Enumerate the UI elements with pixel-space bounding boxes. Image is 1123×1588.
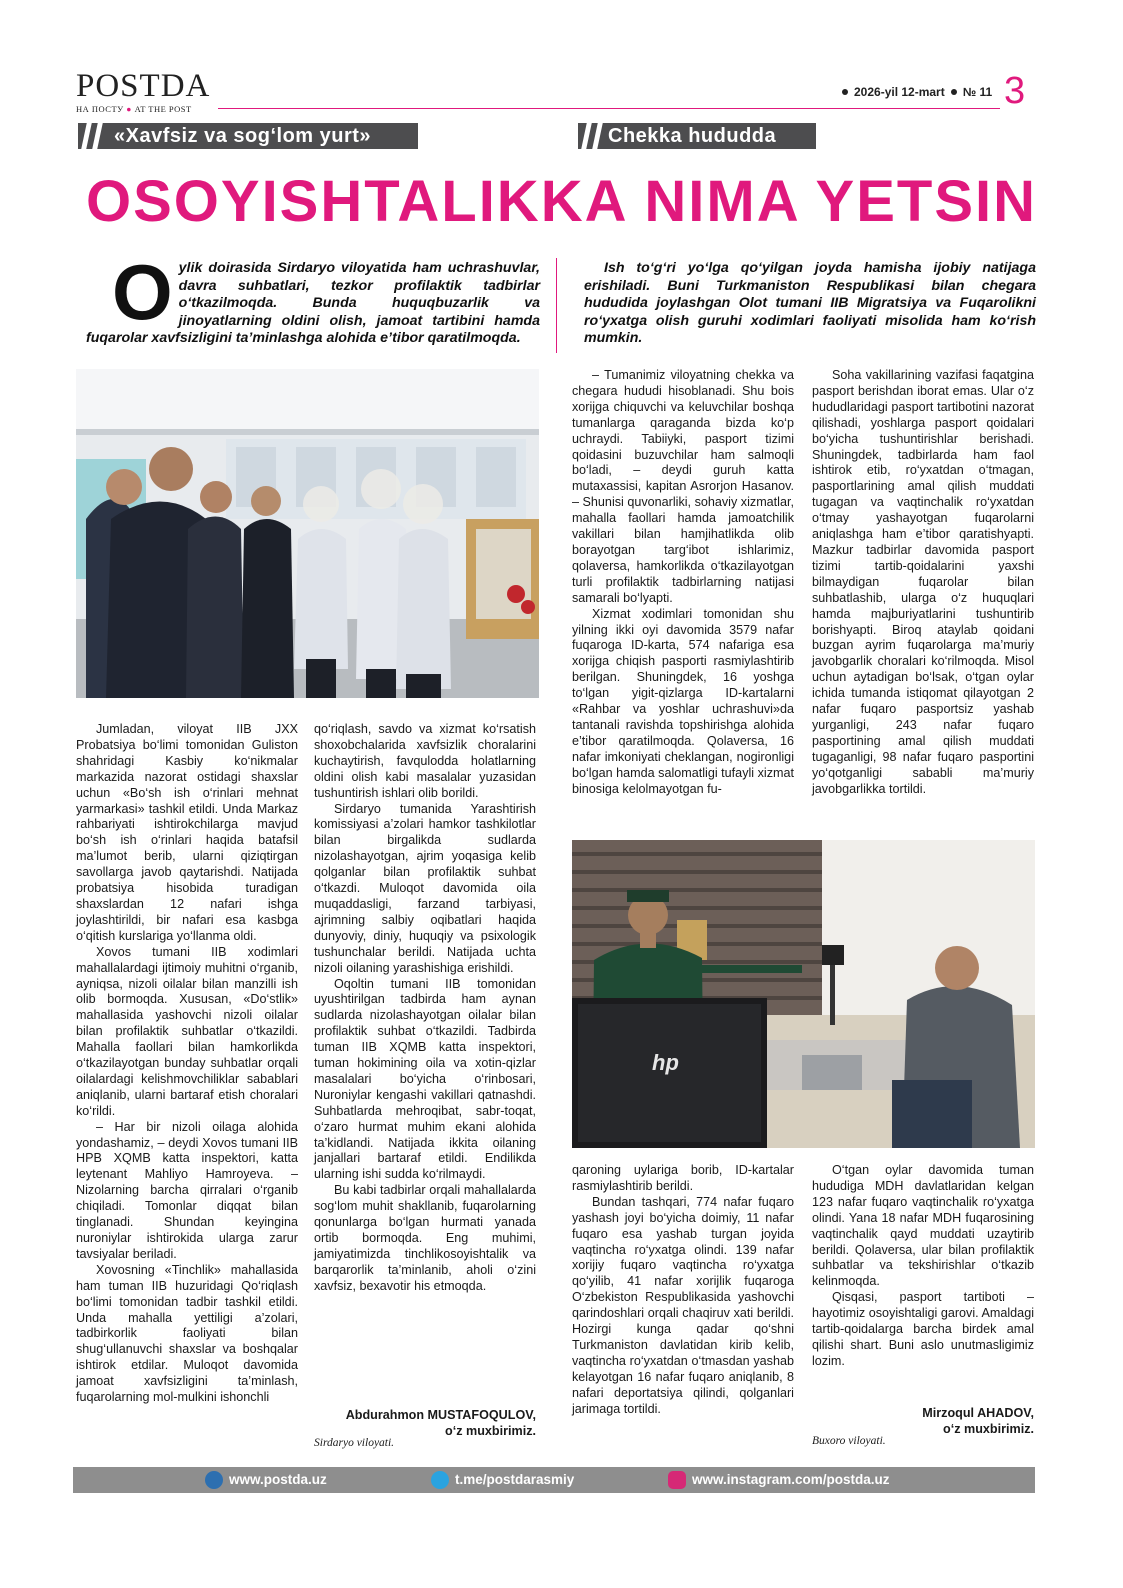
author-role: o‘z muxbirimiz. [445, 1423, 536, 1438]
left-lead [86, 248, 540, 348]
stripe-decor [581, 123, 592, 149]
paragraph: Xovos tumani IIB xodimlari mahallalardagi ijtimoiy muhitni o‘rganib, ayniqsa, nizoli oilalar bilan manzilli ish olib bormoqda. Xususan, «Do‘stlik» mahallasida yashovchi nizoli oilalar bilan profilaktik suhbatlar o‘tkazildi. Mahalla faollari bilan hamkorlikda o‘tkazilayotgan bunday suhbatlar orqali oilalardagi kelishmovchiliklar sabablari aniqlanib, ularni bartaraf etish choralari ko‘rildi. [76, 944, 298, 1118]
logo-subtitle [76, 104, 192, 114]
author-name: Mirzoqul AHADOV, [922, 1406, 1034, 1420]
hp-logo: hp [652, 1050, 679, 1075]
footer-website-link[interactable]: www.postda.uz [229, 1472, 327, 1487]
left-byline [314, 1408, 536, 1439]
rubric-left-label: «Xavfsiz va sog‘lom yurt» [114, 125, 372, 147]
right-article-col4-top [812, 368, 1034, 797]
headline: OSOYISHTALIKKA NIMA YETSIN [85, 169, 1038, 234]
event-photo [76, 369, 539, 698]
rubric-right [578, 123, 816, 149]
paragraph: Bu kabi tadbirlar orqali mahallalarda sog‘lom muhit shakllanib, fuqarolarning qonunlarga bo‘lgan hurmati yanada ortib bormoqda. Eng muhimi, jamiyatimizda tinchlikosoyishtalik va barqarorlik ta’minlanib, aholi o‘zini xavfsiz, bexavotir his etmoqda. [314, 1183, 536, 1293]
logo-subtitle-en: AT THE POST [134, 104, 192, 114]
stripe-decor [92, 123, 103, 149]
footer-telegram-link[interactable]: t.me/postdarasmiy [455, 1472, 575, 1487]
office-photo [572, 840, 1035, 1148]
drop-cap: O [112, 248, 173, 336]
event-photo-art [76, 369, 539, 698]
region-label: Sirdaryo viloyati. [314, 1437, 395, 1449]
paragraph: qo‘riqlash, savdo va xizmat ko‘rsatish shoxobchalarida xavfsizlik choralarini kuchaytirish, favqulodda holatlarning oldini olish kabi masalalar yuzasidan tushuntirish ishlari olib borildi. [314, 722, 536, 800]
rubric-right-label: Chekka hududda [608, 125, 777, 147]
logo-subtitle-ru: НА ПОСТУ [76, 104, 124, 114]
instagram-icon [668, 1471, 686, 1489]
paragraph: Qisqasi, pasport tartiboti – hayotimiz osoyishtaligi garovi. Amaldagi tartib-qoidalarga barcha birdek amal qilishi shart. Buni aslo unutmasligimiz lozim. [812, 1290, 1034, 1368]
telegram-icon [431, 1471, 449, 1489]
left-lead-text: ylik doirasida Sirdaryo viloyatida ham uchrashuvlar, davra suhbatlari, tezkor profilaktik tadbirlar o‘tkazilmoqda. Bunda huquqbuzarlik va jinoyatlarning oldini olish, jamoat tartibini hamda fuqarolar xavfsizligini ta’minlashga alohida e’tibor qaratilmoqda. [86, 260, 540, 346]
paragraph: – Tumanimiz viloyatning chekka va chegara hududi hisoblanadi. Shu bois xorijga chiquvchi va keluvchilar boshqa tumanlarga qaraganda bizda ko‘p uchraydi. Tabiiyki, pasport tizimi qoidasini buzuvchilar ham salmoqli bo‘ladi, – deydi guruh katta mutaxassisi, kapitan Asrorjon Hasanov. – Shunisi quvonarliki, sohaviy xizmatlar, mahalla faollari hamda jamoatchilik vakillari bilan hamjihatlikda olib borayotgan targ‘ibot ishlarimiz, qolaversa, hamkorlikda o‘tkazilayotgan turli profilaktik tadbirlarning natijasi samarali bo‘lyapti. [572, 368, 794, 605]
right-article-col3-top [572, 368, 794, 797]
footer-bar [73, 1467, 1035, 1493]
right-byline [812, 1406, 1034, 1437]
paragraph: – Har bir nizoli oilaga alohida yondashamiz, – deydi Xovos tumani IIB HPB XQMB katta inspektori, katta leytenant Mahliyo Hamroyeva. – Nizolarning barcha qirralari o‘rganib chiqiladi. Tomonlar diqqat bilan tinglanadi. Shundan keyingina nuroniylar ishtirokida ularga zarur tavsiyalar beriladi. [76, 1119, 298, 1261]
paragraph: O‘tgan oylar davomida tuman hududiga MDH davlatlaridan kelgan 123 nafar fuqaro vaqtinchalik ro‘yxatga olindi. Yana 18 nafar MDH fuqarosining vaqtinchalik qayd muddati uzaytirib berildi. Qolaversa, ular bilan profilaktik suhbatlar va tekshirishlar o‘tkazib kelinmoqda. [812, 1163, 1034, 1289]
left-article-col1 [76, 722, 298, 1406]
author-name: Abdurahmon MUSTAFOQULOV, [345, 1408, 536, 1422]
paragraph: Bundan tashqari, 774 nafar fuqaro yashash joyi bo‘yicha doimiy, 11 nafar fuqaro esa yashab turgan joyida vaqtincha ro‘yxatga olindi. 139 nafar xorijiy fuqaro vaqtincha ro‘yxatga qo‘yilib, 41 nafar xorijlik fuqaroga O‘zbekiston Respublikasida yashovchi qarindoshlari orqali chaqiruv xati berildi. Hozirgi kunga qadar qo‘shni Turkmaniston davlatidan kirib kelib, vaqtincha ro‘yxatdan o‘tmasdan yashab kelayotgan 16 nafar fuqaro aniqlanib, 8 nafari deportatsiya qilindi, qolganlari jarimaga tortildi. [572, 1194, 794, 1416]
bullet-icon [951, 89, 957, 95]
paragraph: Soha vakillarining vazifasi faqatgina pasport berishdan iborat emas. Ular o‘z hududlaridagi pasport tartibotini nazorat qilishadi, yoshlarga pasport qoidalari bo‘yicha tushuntirishlar berishadi. Shuningdek, tadbirlarda ham faol ishtirok etib, ro‘yxatdan o‘tmagan, pasportlarining amal qilish muddati tugagan va vaqtinchalik ro‘yxatdan o‘tmay yashayotgan fuqarolarni aniqlashga ham e’tibor qaratishyapti. Mazkur tadbirlar davomida pasport tizimi tartib-qoidalarini yaxshi bilmaydigan fuqarolar bilan suhbatlashib, ularga o‘z huquqlari hamda majburiyatlarini tushuntirib borishyapti. Biroq ataylab qoidani buzgan ayrim fuqarolarga ma’muriy javobgarlik choralari ko‘rilmoqda. Misol uchun aytadigan bo‘lsak, o‘tgan oylar ichida tumanda istiqomat qilayotgan 2 nafar fuqaro pasportsiz yashab yurganligi, 243 nafar fuqaro pasportining amal qilish muddati tugaganligi, 98 nafar fuqaro pasportini yo‘qotganligi sababli ma’muriy javobgarlikka tortildi. [812, 368, 1034, 796]
newspaper-logo: POSTDA [76, 68, 211, 104]
stripe-decor [81, 123, 92, 149]
issue-info [836, 85, 992, 99]
left-article-col2 [314, 722, 536, 1295]
footer-instagram-link[interactable]: www.instagram.com/postda.uz [692, 1472, 890, 1487]
issue-number: № 11 [962, 85, 993, 99]
globe-icon [205, 1471, 223, 1489]
page-number: 3 [1004, 70, 1026, 112]
paragraph: qaroning uylariga borib, ID-kartalar rasmiylashtirib berildi. [572, 1163, 794, 1193]
column-divider [556, 258, 557, 353]
right-article-col3-bottom [572, 1163, 794, 1418]
bullet-icon: ● [126, 104, 132, 114]
stripe-decor [592, 123, 603, 149]
bullet-icon [842, 89, 848, 95]
paragraph: Jumladan, viloyat IIB JXX Probatsiya bo‘limi tomonidan Guliston shahridagi Kasbiy ko‘nikmalar markazida nazorat ostidagi shaxslar uchun «Bo‘sh ish o‘rinlari mehnat yarmarkasi» tashkil etildi. Unda Markaz rahbariyati ishtirokchilarga mavjud bo‘sh ish o‘rinlari haqida batafsil ma’lumot berib, ularni qiziqtirgan savollarga javob qaytarishdi. Natijada probatsiya hisobida turadigan shaxslardan 12 nafari ishga joylashtirildi, bir nafari esa kasbga o‘qitish kurslariga yo‘llanma oldi. [76, 722, 298, 943]
paragraph: Sirdaryo tumanida Yarashtirish komissiyasi a’zolari hamkor tashkilotlar bilan birgalikda sudlarda nizolashayotgan, ajrim yoqasiga kelib qolganlar bilan profilaktik suhbat o‘tkazdi. Muloqot davomida oila muqaddasligi, farzand tarbiyasi, ajrimning salbiy oqibatlari haqida dunyoviy, diniy, huquqiy va psixologik tushunchalar berildi. Natijada uchta nizoli oilaning yarashishiga erishildi. [314, 801, 536, 975]
issue-date: 2026-yil 12-mart [854, 85, 945, 99]
office-photo-art [572, 840, 1035, 1148]
author-role: o‘z muxbirimiz. [943, 1421, 1034, 1436]
paragraph: Xovosning «Tinchlik» mahallasida ham tuman IIB huzuridagi Qo‘riqlash bo‘limi tomonidan tadbir tashkil etildi. Unda mahalla yettiligi a’zolari, tadbirkorlik faoliyati bilan shug‘ullanuvchi shaxslar va boshqalar ishtirok etdilar. Muloqot davomida jamoat xavfsizligini ta’minlash, fuqarolarning mol-mulkini ishonchli [76, 1262, 298, 1405]
rubric-left [78, 123, 418, 149]
header-rule [218, 108, 1000, 109]
right-article-col4-bottom [812, 1163, 1034, 1370]
paragraph: Oqoltin tumani IIB tomonidan uyushtirilgan tadbirda ham aynan sudlarda nizolashayotgan oilalar bilan profilaktik suhbat o‘tkazildi. Tadbirda tuman IIB XQMB katta inspektori, tuman hokimining oila va xotin-qizlar masalalari bo‘yicha o‘rinbosari, Nuroniylar kengashi vakillari qatnashdi. Suhbatlarda mehroqibat, sabr-toqat, o‘zaro hurmat muhim ekani alohida ta’kidlandi. Natijada ikkita oilaning janjallari bartaraf etildi. Endilikda ularning ishi sudda ko‘rilmaydi. [314, 976, 536, 1182]
right-lead: Ish to‘g‘ri yo‘lga qo‘yilgan joyda hamisha ijobiy natijaga erishiladi. Buni Turkmaniston Respublikasi bilan chegara hududida joylashgan Olot tumani IIB Migratsiya va Fuqarolikni ro‘yxatga olish guruhi xodimlari faoliyati misolida ham ko‘rish mumkin. [584, 260, 1036, 346]
region-label: Buxoro viloyati. [812, 1435, 886, 1447]
paragraph: Xizmat xodimlari tomonidan shu yilning ikki oyi davomida 3579 nafar fuqaroga ID-karta, 574 nafariga esa xorijga chiqish pasporti rasmiylashtirib berilgan. Shuningdek, 16 yoshga to‘lgan yigit-qizlarga ID-kartalarni «Rahbar va yoshlar uchrashuvi»da tantanali ravishda topshirishga alohida e’tibor qaratilmoqda. Qolaversa, 16 nafar imkoniyati cheklangan, nogironligi bo‘lgan hamda salomatligi tufayli xizmat binosiga kelolmayotgan fu- [572, 606, 794, 796]
